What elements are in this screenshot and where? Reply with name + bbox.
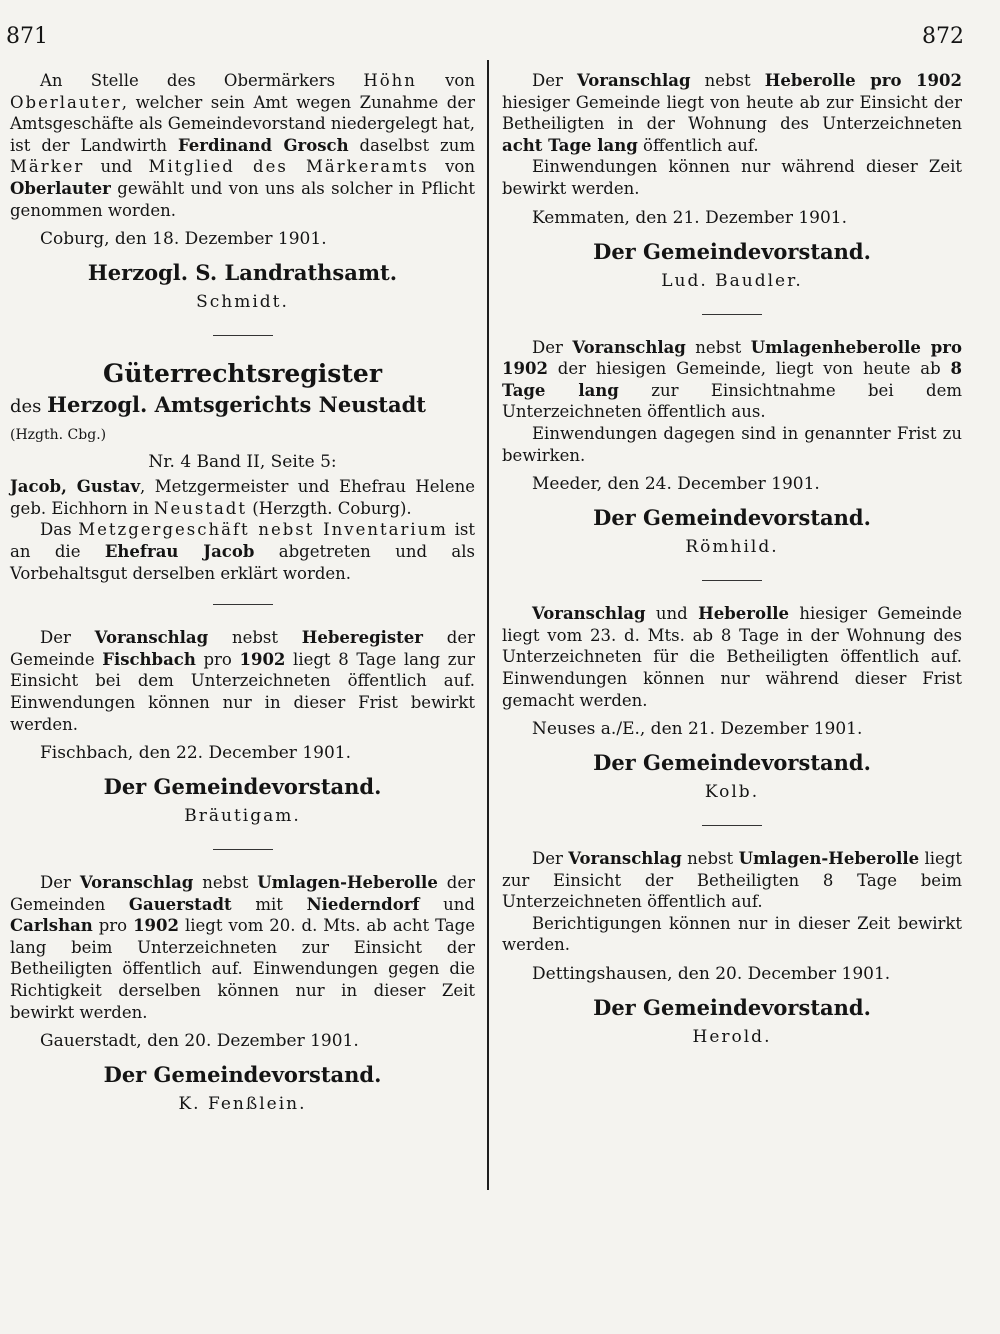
place-date: Gauerstadt, den 20. Dezember 1901. <box>40 1031 359 1052</box>
register-party: Jacob, Gustav, Metzgermeister und Ehefrau Helene geb. Eichhorn in Neustadt (Herzgth. Coburg). <box>10 477 475 518</box>
notice-maerker <box>10 70 475 315</box>
notice-text: Der Voranschlag nebst Heberolle pro 1902 hiesiger Gemeinde liegt von heute ab zur Einsicht der Betheiligten in der Wohnung des Unterzeichneten acht Tage lang öffentlich auf. <box>502 71 962 155</box>
signing-authority: Der Gemeindevorstand. <box>593 238 871 264</box>
place-date: Neuses a./E., den 21. Dezember 1901. <box>532 719 863 740</box>
notice-text: Der Voranschlag nebst Umlagen-Heberolle der Gemeinden Gauerstadt mit Niederndorf und Carlshan pro 1902 liegt vom 20. d. Mts. ab acht Tage lang beim Unterzeichneten zur Einsicht der Betheiligten öffentlich auf. Einwendungen gegen die Richtigkeit derselben können nur in dieser Zeit bewirkt werden. <box>10 873 476 1022</box>
page-number-left: 871 <box>6 24 48 49</box>
page-number-right: 872 <box>922 24 964 49</box>
place-date: Dettingshausen, den 20. December 1901. <box>532 964 891 985</box>
signing-authority: Der Gemeindevorstand. <box>593 995 871 1021</box>
notice-text-2: Berichtigungen können nur in dieser Zeit bewirkt werden. <box>502 913 962 955</box>
register-entry <box>10 358 475 584</box>
notice-neuses <box>502 603 962 805</box>
register-court: des Herzogl. Amtsgerichts Neustadt (Hzgth. Cbg.) <box>10 392 426 444</box>
place-date: Kemmaten, den 21. Dezember 1901. <box>532 207 848 228</box>
separator <box>213 849 273 850</box>
register-reference: Nr. 4 Band II, Seite 5: <box>148 452 337 473</box>
signing-authority: Der Gemeindevorstand. <box>103 774 382 800</box>
signing-authority: Der Gemeindevorstand. <box>103 1062 382 1088</box>
signatory-name: Lud. Baudler. <box>661 270 803 291</box>
notice-text-2: Einwendungen dagegen sind in genannter Frist zu bewirken. <box>502 423 962 465</box>
notice-text: An Stelle des Obermärkers Höhn von Oberlauter, welcher sein Amt wegen Zunahme der Amtsgeschäfte als Gemeindevorstand niedergelegt hat, ist der Landwirth Ferdinand Grosch daselbst zum Märker und Mitglied des Märkeramts von Oberlauter gewählt und von uns als solcher in Pflicht genommen worden. <box>10 71 476 220</box>
notice-text: Der Voranschlag nebst Heberegister der Gemeinde Fischbach pro 1902 liegt 8 Tage lang zur Einsicht bei dem Unterzeichneten öffentlich auf. Einwendungen können nur in dieser Frist bewirkt werden. <box>10 628 475 734</box>
notice-text: Der Voranschlag nebst Umlagen-Heberolle liegt zur Einsicht der Betheiligten 8 Tage beim Unterzeichneten öffentlich auf. <box>502 849 962 912</box>
notice-meeder <box>502 337 962 561</box>
notice-gauerstadt <box>10 872 475 1117</box>
separator <box>213 335 273 336</box>
separator <box>702 825 762 826</box>
signatory-name: Herold. <box>692 1027 772 1048</box>
signatory-name: Schmidt. <box>196 292 289 313</box>
notice-text: Voranschlag und Heberolle hiesiger Gemeinde liegt vom 23. d. Mts. ab 8 Tage in der Wohnung des Unterzeichneten für die Betheiligten öffentlich auf. Einwendungen können nur während dieser Frist gemacht werden. <box>502 604 962 710</box>
notice-fischbach <box>10 627 475 829</box>
place-date: Meeder, den 24. December 1901. <box>532 474 820 495</box>
separator <box>702 314 762 315</box>
signatory-name: Bräutigam. <box>184 806 301 827</box>
right-column <box>502 70 962 1054</box>
column-rule <box>487 60 489 1190</box>
register-text: Das Metzgergeschäft nebst Inventarium ist an die Ehefrau Jacob abgetreten und als Vorbehaltsgut derselben erklärt worden. <box>10 520 476 583</box>
place-date: Coburg, den 18. Dezember 1901. <box>40 229 327 250</box>
notice-dettingshausen <box>502 848 962 1050</box>
notice-text: Der Voranschlag nebst Umlagenheberolle pro 1902 der hiesigen Gemeinde, liegt von heute ab 8 Tage lang zur Einsichtnahme bei dem Unterzeichneten öffentlich aus. <box>502 337 962 422</box>
signatory-name: Römhild. <box>685 537 779 558</box>
separator <box>702 580 762 581</box>
signatory-name: Kolb. <box>704 782 760 803</box>
left-column <box>10 70 475 1121</box>
signing-authority: Der Gemeindevorstand. <box>593 505 871 531</box>
place-date: Fischbach, den 22. December 1901. <box>40 743 351 764</box>
register-heading: Güterrechtsregister <box>102 359 382 389</box>
notice-kemmaten <box>502 70 962 294</box>
separator <box>213 604 273 605</box>
notice-text-2: Einwendungen können nur während dieser Zeit bewirkt werden. <box>502 157 962 198</box>
signing-authority: Herzogl. S. Landrathsamt. <box>87 260 398 286</box>
signing-authority: Der Gemeindevorstand. <box>593 750 871 776</box>
signatory-name: K. Fenßlein. <box>178 1094 307 1115</box>
